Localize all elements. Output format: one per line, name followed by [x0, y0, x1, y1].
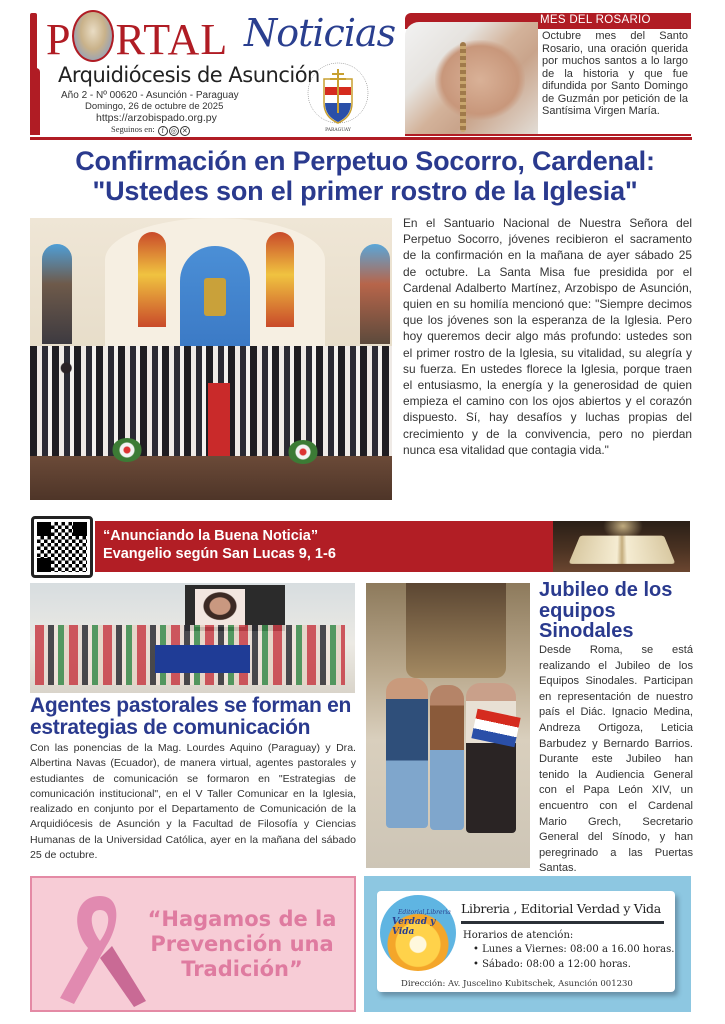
main-headline	[25, 146, 705, 206]
jubileo-body: Desde Roma, se está realizando el Jubileo de los Equipos Sinodales. Participan en representación de nuestro país el Diác. Ignacio Medina, Andreza Ortigoza, Leticia Barbudez y Bernardo Barrios. Durante este Jubileo han tenido la Audiencia General con el Papa León XIV, un encuentro con el Cardenal Mario Grech, Secretario General del Sínodo, y han peregrinado a las Puertas Santas.	[539, 644, 693, 875]
jubilee-rome-photo	[366, 583, 530, 868]
svg-text:PARAGUAY: PARAGUAY	[325, 128, 351, 133]
libreria-hours-label: Horarios de atención:	[463, 930, 574, 941]
instagram-icon[interactable]: ◎	[170, 127, 177, 135]
date-line: Domingo, 26 de octubre de 2025	[85, 101, 224, 112]
jubileo-headline: Jubileo de los equipos Sinodales	[539, 579, 673, 642]
masthead-divider	[30, 137, 692, 140]
open-bible-image	[553, 521, 690, 572]
masthead-noticias-title: Noticias	[244, 11, 396, 55]
rosario-title: MES DEL ROSARIO	[540, 14, 651, 26]
rosary-hands-photo	[405, 22, 538, 134]
qr-code-icon[interactable]	[31, 516, 93, 578]
main-story-body: En el Santuario Nacional de Nuestra Señora del Perpetuo Socorro, jóvenes recibieron el sacramento de la confirmación en la mañana de ayer sábado 25 de octubre. La Santa Misa fue presidida por el Cardenal Adalberto Martínez, Arzobispo de Asunción, quien en su homilía mencionó que: "Siempre decimos que los jóvenes son la esperanza de la Iglesia. Pero hoy queremos decir algo más profundo: ustedes son el primer rostro de la Iglesia, su vitalidad, su alegría y su fuerza. En ustedes florece la Iglesia, porque traen el entusiasmo, la energía y la generosidad de quien empieza el camino con los ojos abiertos y el corazón dispuesto. Sí, hay desafíos y luchas propias del crecimiento y de la convivencia, pero no pierdan nunca esa vitalidad que contagia vida."	[403, 216, 692, 457]
gospel-banner-reference: Evangelio según San Lucas 9, 1-6	[103, 546, 336, 562]
masthead-accent-bar	[30, 13, 37, 135]
agentes-headline: Agentes pastorales se forman en estrategias de comunicación	[30, 694, 351, 739]
main-headline-line1: Confirmación en Perpetuo Socorro, Cardenal:	[75, 146, 655, 176]
main-headline-line2: "Ustedes son el primer rostro de la Iglesia"	[92, 176, 638, 206]
libreria-logo	[380, 895, 456, 971]
archdiocese-seal-icon	[306, 61, 370, 133]
libreria-title: Libreria , Editorial Verdad y Vida	[461, 901, 661, 916]
hours-saturday-text: Sábado: 08:00 a 12:00 horas.	[482, 959, 631, 970]
rosario-text: Octubre mes del Santo Rosario, una oración querida por muchos santos a lo largo de la historia y que fue difundida por Santo Domingo de Guzmán por petición de la Santísima Virgen María.	[542, 30, 688, 117]
virgin-medallion-image	[72, 10, 114, 62]
portal-title-p: P	[46, 15, 72, 64]
gospel-banner-title: “Anunciando la Buena Noticia”	[103, 528, 319, 544]
prevention-ad	[30, 876, 356, 1012]
rosario-divider	[405, 134, 691, 136]
libreria-ad	[364, 876, 691, 1012]
agentes-body: Con las ponencias de la Mag. Lourdes Aquino (Paraguay) y Dra. Albertina Navas (Ecuador), de manera virtual, agentes pastorales y estudiantes de comunicación se formaron en "Estrategias de comunicación institucional", en el V Taller Comunicar en la Iglesia, realizado en conjunto por el Departamento de Comunicación de la Arquidiócesis de Asunción y la Facultad de Filosofía y Ciencias Humanas de la Universidad Católica, ayer en la mañana del sábado 25 de octubre.	[30, 742, 356, 862]
social-row	[111, 124, 190, 136]
x-icon[interactable]: ✕	[180, 126, 190, 136]
issue-line: Año 2 - Nº 00620 - Asunción - Paraguay	[61, 90, 239, 101]
libreria-card	[377, 891, 675, 992]
libreria-hours-saturday: • Sábado: 08:00 a 12:00 horas.	[473, 959, 631, 970]
portal-title-rtal: RTAL	[115, 15, 229, 64]
workshop-group-photo	[30, 583, 355, 693]
hours-weekdays-text: Lunes a Viernes: 08:00 a 16.00 horas.	[482, 944, 675, 955]
libreria-logo-line2: Verdad y Vida	[392, 917, 436, 937]
facebook-icon[interactable]: f	[158, 126, 168, 136]
prevention-ad-text: “Hagamos de la Prevención una Tradición”	[147, 907, 337, 981]
libreria-logo-line1: Editorial,Libreria	[398, 909, 451, 916]
libreria-title-rule	[461, 921, 664, 924]
social-label: Seguinos en:	[111, 124, 155, 134]
website-link[interactable]: https://arzobispado.org.py	[96, 112, 217, 124]
masthead-portal-title	[46, 10, 228, 68]
confirmation-group-photo	[30, 218, 392, 500]
libreria-hours-weekdays: • Lunes a Viernes: 08:00 a 16.00 horas.	[473, 944, 675, 955]
masthead-subtitle: Arquidiócesis de Asunción	[58, 63, 320, 87]
libreria-address: Dirección: Av. Juscelino Kubitschek, Asunción 001230	[401, 979, 633, 989]
